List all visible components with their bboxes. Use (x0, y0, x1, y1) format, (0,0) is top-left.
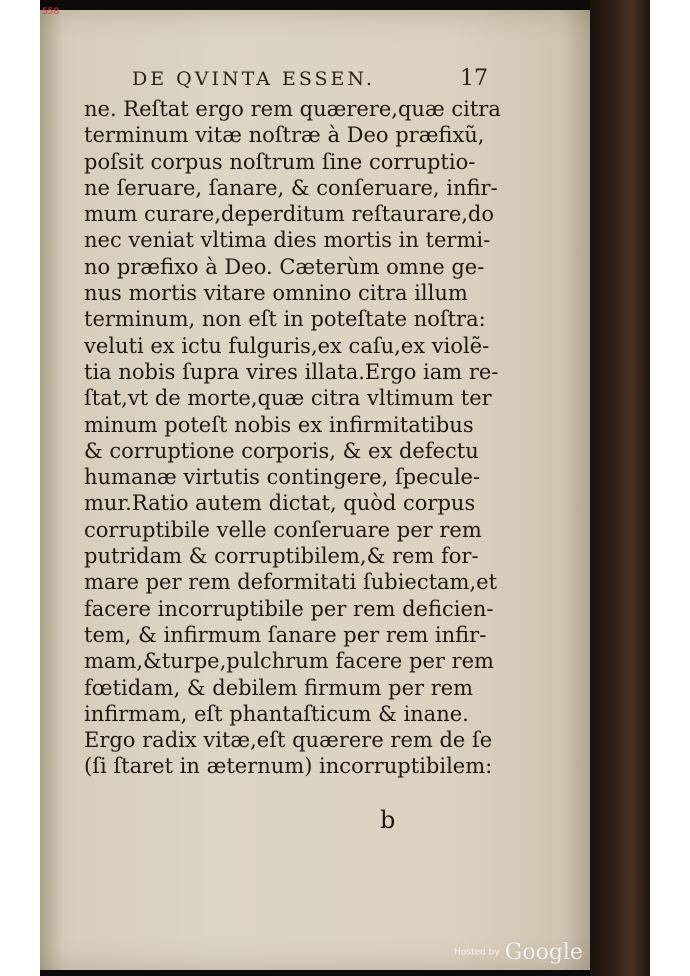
text-line: mare per rem deformitati ſubiectam,et (84, 570, 498, 595)
text-line: poſsit corpus noſtrum ſine corruptio- (84, 149, 476, 174)
text-line: veluti ex ictu fulguris,ex caſu,ex violẽ- (84, 333, 490, 358)
text-line: ne. Reſtat ergo rem quærere,quæ citra (84, 97, 501, 121)
text-line: terminum vitæ noſtræ à Deo præfixũ, (84, 123, 485, 148)
text-line: nec veniat vltima dies mortis in termi- (84, 228, 491, 253)
text-line: nus mortis vitare omnino citra illum (84, 281, 468, 306)
text-line: ne ſeruare, ſanare, & conſeruare, infir- (84, 175, 498, 200)
google-logo: Google (504, 940, 583, 965)
text-line: ſtat,vt de morte,quæ citra vltimum ter (84, 386, 492, 411)
text-line: fœtidam, & debilem firmum per rem (84, 675, 474, 700)
page-mark: 558 (42, 7, 60, 17)
page-edge-shadow (590, 0, 650, 976)
signature-mark: b (380, 806, 396, 834)
text-line: infirmam, eſt phantaſticum & inane. (84, 701, 469, 726)
text-line: mum curare,deperditum reſtaurare,do (84, 202, 495, 227)
running-title: DE QVINTA ESSEN. (132, 68, 375, 90)
text-line: minum poteſt nobis ex infirmitatibus (84, 412, 474, 437)
text-line: mam,&turpe,pulchrum facere per rem (84, 649, 494, 674)
hosted-by-google-watermark (454, 940, 583, 965)
text-line: tem, & infirmum ſanare per rem infir- (84, 622, 487, 647)
text-line: Ergo radix vitæ,eſt quærere rem de ſe (84, 728, 493, 753)
folio-number: 17 (460, 66, 488, 91)
text-line: tia nobis ſupra vires illata.Ergo iam re- (84, 359, 499, 384)
text-line: (ſi ſtaret in æternum) incorruptibilem: (84, 754, 493, 779)
text-line: humanæ virtutis contingere, ſpecule- (84, 465, 481, 490)
text-line: mur.Ratio autem dictat, quòd corpus (84, 491, 476, 516)
text-line: facere incorruptibile per rem deficien- (84, 596, 494, 621)
text-line: & corruptione corporis, & ex defectu (84, 438, 479, 463)
watermark-prefix: Hosted by (454, 947, 500, 958)
text-line: terminum, non eſt in poteſtate noſtra: (84, 307, 486, 332)
text-line: corruptibile velle conſeruare per rem (84, 517, 482, 542)
body-text (84, 96, 501, 780)
text-line: putridam & corruptibilem,& rem for- (84, 544, 479, 569)
text-line: no præfixo à Deo. Cæterùm omne ge- (84, 254, 485, 279)
